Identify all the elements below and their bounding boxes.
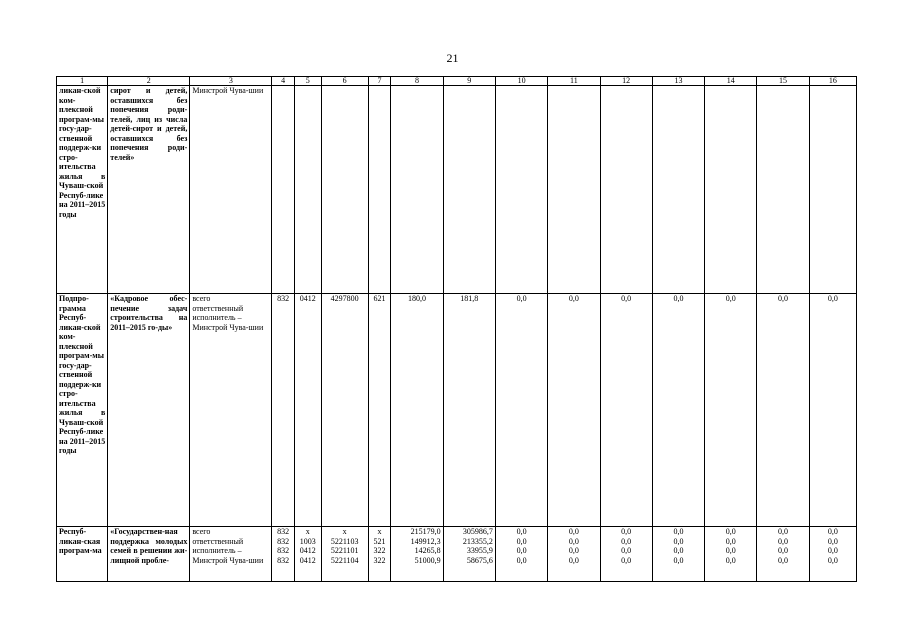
responsible-line: ответственный исполнитель – xyxy=(192,303,244,322)
header-row xyxy=(57,77,857,86)
value-line: 149912,3 xyxy=(410,536,441,546)
table-row xyxy=(57,294,857,527)
value-line: 0,0 xyxy=(516,527,527,536)
responsible-line: ответственный xyxy=(192,536,244,546)
value-line: 0412 xyxy=(299,555,316,565)
program-name-cell: ликан-ской ком-плексной програм-мы госу-дар-ственной поддерж-ки стро-ительства жилья в Чуваш-ской Респуб-лике на 2011–2015 годы xyxy=(57,86,108,294)
value-cell: 621 xyxy=(368,294,391,527)
responsible-line: всего xyxy=(192,527,211,536)
value-cell xyxy=(705,527,757,582)
value-line: 51000,9 xyxy=(414,555,441,565)
value-line: 0,0 xyxy=(673,536,684,546)
table-row xyxy=(57,527,857,582)
page-number: 21 xyxy=(446,51,459,65)
value-line: 0,0 xyxy=(673,555,684,565)
value-cell xyxy=(652,527,704,582)
value-cell: 0,0 xyxy=(495,294,547,527)
header-cell: 12 xyxy=(600,77,652,86)
header-cell: 15 xyxy=(757,77,809,86)
value-line: 0,0 xyxy=(778,555,789,565)
value-cell xyxy=(368,527,391,582)
value-line: 521 xyxy=(373,536,386,546)
value-line: 0,0 xyxy=(516,555,527,565)
value-line: 0,0 xyxy=(778,546,789,555)
value-cell: 0,0 xyxy=(600,294,652,527)
value-line: 0,0 xyxy=(827,555,838,565)
value-line: 0412 xyxy=(299,546,316,555)
value-cell xyxy=(809,527,856,582)
value-line: 0,0 xyxy=(568,555,579,565)
responsible-cell xyxy=(190,294,272,527)
value-line: х xyxy=(377,527,382,536)
header-cell: 10 xyxy=(495,77,547,86)
value-cell: 0,0 xyxy=(705,294,757,527)
program-title-cell: сирот и детей, оставшихся без попечения роди-телей, лиц из числа детей-сирот и детей, оставшихся без попечения роди-телей» xyxy=(108,86,190,294)
responsible-line: Минстрой Чува-шии xyxy=(192,322,264,332)
value-line: х xyxy=(305,527,310,536)
value-cell xyxy=(495,527,547,582)
value-line: 5221103 xyxy=(330,536,359,546)
value-cell xyxy=(548,527,600,582)
header-cell: 9 xyxy=(443,77,495,86)
value-cell xyxy=(272,527,295,582)
value-cell: 0,0 xyxy=(809,294,856,527)
header-cell: 14 xyxy=(705,77,757,86)
value-cell xyxy=(757,527,809,582)
value-cell: 0412 xyxy=(294,294,321,527)
value-line: 832 xyxy=(277,527,290,536)
value-line: 0,0 xyxy=(725,555,736,565)
value-line: 322 xyxy=(373,555,386,565)
header-cell: 6 xyxy=(321,77,368,86)
value-line: 832 xyxy=(277,536,290,546)
responsible-line: Минстрой Чува-шии xyxy=(192,555,264,565)
value-line: 215179,0 xyxy=(410,527,441,536)
value-line: 0,0 xyxy=(725,527,736,536)
budget-table xyxy=(56,76,857,582)
value-line: 0,0 xyxy=(568,546,579,555)
header-cell: 3 xyxy=(190,77,272,86)
table-row xyxy=(57,86,857,294)
value-line: 0,0 xyxy=(621,536,632,546)
header-cell: 7 xyxy=(368,77,391,86)
value-line: 5221104 xyxy=(330,555,359,565)
header-cell: 4 xyxy=(272,77,295,86)
responsible-line: всего xyxy=(192,294,211,303)
value-cell: 832 xyxy=(272,294,295,527)
value-line: 33955,9 xyxy=(466,546,493,555)
value-line: 1003 xyxy=(299,536,316,546)
value-line: 0,0 xyxy=(516,546,527,555)
value-line: 213355,2 xyxy=(462,536,493,546)
value-line: 5221101 xyxy=(330,546,359,555)
value-line: 0,0 xyxy=(621,546,632,555)
responsible-cell xyxy=(190,527,272,582)
value-line: 305986,7 xyxy=(462,527,493,536)
value-line: 0,0 xyxy=(778,536,789,546)
header-cell: 8 xyxy=(391,77,443,86)
program-title-cell: «Кадровое обес-печение задач строительства на 2011–2015 го-ды» xyxy=(108,294,190,527)
value-line: 14265,8 xyxy=(414,546,441,555)
value-line: 0,0 xyxy=(827,536,838,546)
value-cell xyxy=(600,527,652,582)
value-cell xyxy=(294,527,321,582)
value-line: 0,0 xyxy=(621,555,632,565)
responsible-cell: Минстрой Чува-шии xyxy=(190,86,272,294)
value-line: 0,0 xyxy=(568,527,579,536)
value-line: х xyxy=(342,527,347,536)
value-line: 0,0 xyxy=(827,527,838,536)
value-cell xyxy=(321,527,368,582)
value-cell: 180,0 xyxy=(391,294,443,527)
program-name-cell: Респуб-ликан-ская програм-ма xyxy=(57,527,108,582)
header-cell: 5 xyxy=(294,77,321,86)
value-cell: 0,0 xyxy=(757,294,809,527)
value-line: 0,0 xyxy=(621,527,632,536)
value-cell xyxy=(391,527,443,582)
value-cell: 181,8 xyxy=(443,294,495,527)
value-line: 0,0 xyxy=(568,536,579,546)
value-line: 0,0 xyxy=(516,536,527,546)
value-cell: 0,0 xyxy=(652,294,704,527)
value-line: 0,0 xyxy=(673,546,684,555)
value-cell: 4297800 xyxy=(321,294,368,527)
value-line: 0,0 xyxy=(673,527,684,536)
program-name-cell: Подпро-грамма Респуб-ликан-ской ком-плексной програм-мы госу-дар-ственной поддерж-ки стро-ительства жилья в Чуваш-ской Респуб-лике на 2011–2015 годы xyxy=(57,294,108,527)
value-line: 0,0 xyxy=(827,546,838,555)
value-line: 832 xyxy=(277,546,290,555)
header-cell: 1 xyxy=(57,77,108,86)
header-cell: 2 xyxy=(108,77,190,86)
value-line: 832 xyxy=(277,555,290,565)
header-cell: 13 xyxy=(652,77,704,86)
header-cell: 11 xyxy=(548,77,600,86)
responsible-line: исполнитель – xyxy=(192,546,242,555)
value-line: 0,0 xyxy=(725,536,736,546)
value-cell: 0,0 xyxy=(548,294,600,527)
header-cell: 16 xyxy=(809,77,856,86)
value-cell xyxy=(443,527,495,582)
value-line: 0,0 xyxy=(778,527,789,536)
program-title-cell: «Государствен-ная поддержка молодых семей в решении жи-лищной пробле- xyxy=(108,527,190,582)
value-line: 58675,6 xyxy=(466,555,493,565)
value-line: 0,0 xyxy=(725,546,736,555)
value-line: 322 xyxy=(373,546,386,555)
